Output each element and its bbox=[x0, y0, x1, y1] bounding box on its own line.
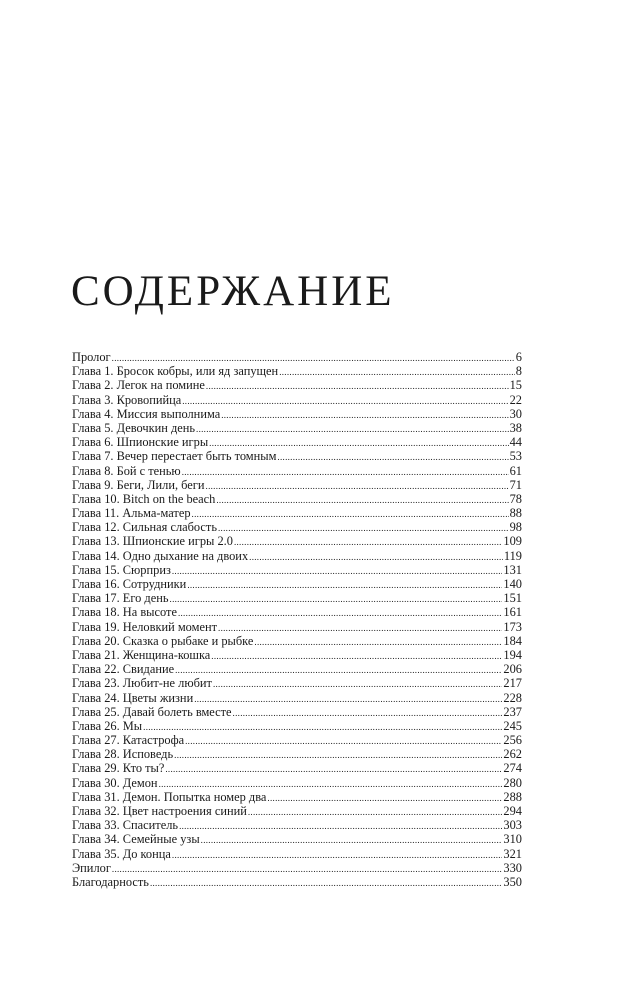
toc-entry-title: Глава 5. Девочкин день bbox=[72, 420, 196, 435]
toc-entry-title: Глава 30. Демон bbox=[72, 775, 158, 790]
toc-entry bbox=[72, 350, 522, 364]
toc-entry bbox=[72, 847, 522, 861]
toc-entry bbox=[72, 705, 522, 719]
toc-entry-title: Глава 8. Бой с тенью bbox=[72, 463, 181, 478]
toc-entry-title: Глава 3. Кровопийца bbox=[72, 392, 182, 407]
toc-entry bbox=[72, 464, 522, 478]
toc-entry-title: Глава 31. Демон. Попытка номер два bbox=[72, 789, 267, 804]
toc-entry-page: 294 bbox=[503, 804, 522, 818]
toc-leader-dots bbox=[267, 790, 502, 804]
toc-leader-dots bbox=[206, 478, 509, 492]
toc-entry-title: Глава 33. Спаситель bbox=[72, 818, 179, 833]
toc-leader-dots bbox=[248, 804, 503, 818]
toc-entry-title: Благодарность bbox=[72, 874, 149, 889]
toc-entry-title: Глава 9. Беги, Лили, беги bbox=[72, 477, 205, 492]
toc-leader-dots bbox=[170, 591, 503, 605]
toc-leader-dots bbox=[172, 563, 503, 577]
toc-entry bbox=[72, 634, 522, 648]
toc-entry-title: Глава 19. Неловкий момент bbox=[72, 619, 218, 634]
toc-entry-page: 6 bbox=[515, 350, 522, 364]
toc-entry bbox=[72, 364, 522, 378]
toc-entry-title: Глава 1. Бросок кобры, или яд запущен bbox=[72, 364, 279, 379]
toc-entry-title: Глава 6. Шпионские игры bbox=[72, 435, 209, 450]
toc-entry-title: Глава 10. Bitch on the beach bbox=[72, 491, 216, 506]
toc-entry bbox=[72, 790, 522, 804]
toc-entry bbox=[72, 549, 522, 563]
toc-entry-title: Глава 22. Свидание bbox=[72, 662, 175, 677]
toc-leader-dots bbox=[196, 421, 509, 435]
toc-leader-dots bbox=[254, 634, 502, 648]
toc-leader-dots bbox=[185, 733, 502, 747]
toc-leader-dots bbox=[209, 435, 508, 449]
toc-entry-page: 140 bbox=[503, 577, 522, 591]
toc-entry-title: Глава 26. Мы bbox=[72, 718, 143, 733]
toc-entry bbox=[72, 492, 522, 506]
toc-leader-dots bbox=[194, 691, 502, 705]
toc-entry-title: Глава 18. На высоте bbox=[72, 605, 177, 620]
toc-entry bbox=[72, 605, 522, 619]
toc-entry bbox=[72, 520, 522, 534]
toc-entry-title: Глава 14. Одно дыхание на двоих bbox=[72, 548, 249, 563]
toc-leader-dots bbox=[159, 776, 503, 790]
toc-entry-page: 61 bbox=[509, 463, 522, 478]
toc-entry-title: Глава 12. Сильная слабость bbox=[72, 520, 217, 535]
toc-leader-dots bbox=[216, 492, 508, 506]
toc-leader-dots bbox=[178, 605, 502, 619]
toc-entry-page: 330 bbox=[503, 860, 522, 875]
toc-entry-title: Глава 15. Сюрприз bbox=[72, 562, 171, 577]
toc-leader-dots bbox=[192, 506, 509, 520]
toc-entry-page: 217 bbox=[503, 676, 522, 691]
toc-entry bbox=[72, 407, 522, 421]
toc-entry-title: Глава 16. Сотрудники bbox=[72, 577, 187, 591]
toc-entry-title: Глава 23. Любит-не любит bbox=[72, 676, 212, 691]
toc-leader-dots bbox=[221, 407, 508, 421]
toc-entry-page: 310 bbox=[503, 832, 522, 847]
toc-entry bbox=[72, 804, 522, 818]
toc-entry bbox=[72, 832, 522, 846]
toc-entry-page: 350 bbox=[503, 874, 522, 889]
toc-entry-title: Глава 4. Миссия выполнима bbox=[72, 406, 221, 421]
toc-entry-title: Глава 2. Легок на помине bbox=[72, 378, 205, 393]
toc-leader-dots bbox=[143, 719, 502, 733]
toc-entry-page: 109 bbox=[503, 534, 522, 549]
toc-entry-page: 88 bbox=[509, 506, 522, 521]
toc-entry bbox=[72, 875, 522, 889]
toc-leader-dots bbox=[233, 705, 503, 719]
toc-entry bbox=[72, 393, 522, 407]
toc-leader-dots bbox=[279, 364, 515, 378]
toc-entry-page: 98 bbox=[509, 520, 522, 535]
toc-leader-dots bbox=[174, 747, 502, 761]
toc-entry-title: Эпилог bbox=[72, 860, 111, 875]
toc-entry-page: 44 bbox=[509, 435, 522, 450]
toc-entry-title: Глава 29. Кто ты? bbox=[72, 761, 165, 776]
toc-entry bbox=[72, 761, 522, 775]
toc-entry-page: 151 bbox=[503, 591, 522, 606]
toc-leader-dots bbox=[112, 350, 515, 364]
toc-entry-page: 184 bbox=[503, 633, 522, 648]
toc-entry bbox=[72, 449, 522, 463]
toc-entry bbox=[72, 563, 522, 577]
toc-entry bbox=[72, 776, 522, 790]
toc-entry-title: Пролог bbox=[72, 350, 111, 364]
toc-entry-page: 288 bbox=[503, 789, 522, 804]
toc-entry-page: 194 bbox=[503, 647, 522, 662]
toc-entry-title: Глава 7. Вечер перестает быть томным bbox=[72, 449, 277, 464]
toc-entry bbox=[72, 421, 522, 435]
toc-leader-dots bbox=[249, 549, 503, 563]
toc-leader-dots bbox=[213, 676, 502, 690]
toc-leader-dots bbox=[182, 464, 509, 478]
toc-entry-page: 274 bbox=[503, 761, 522, 776]
toc-entry-page: 245 bbox=[503, 718, 522, 733]
toc-entry-page: 206 bbox=[503, 662, 522, 677]
toc-entry-page: 161 bbox=[503, 605, 522, 620]
toc-entry bbox=[72, 648, 522, 662]
toc-entry bbox=[72, 534, 522, 548]
toc-entry bbox=[72, 662, 522, 676]
toc-leader-dots bbox=[218, 520, 509, 534]
toc-entry bbox=[72, 478, 522, 492]
toc-leader-dots bbox=[218, 620, 502, 634]
toc-entry bbox=[72, 378, 522, 392]
toc-entry-page: 8 bbox=[515, 364, 522, 379]
toc-leader-dots bbox=[201, 832, 503, 846]
toc-entry-page: 30 bbox=[509, 406, 522, 421]
toc-leader-dots bbox=[187, 577, 502, 591]
toc-leader-dots bbox=[277, 449, 508, 463]
toc-entry-page: 303 bbox=[503, 818, 522, 833]
toc-entry bbox=[72, 620, 522, 634]
toc-entry-title: Глава 24. Цветы жизни bbox=[72, 690, 194, 705]
toc-entry bbox=[72, 719, 522, 733]
toc-entry-page: 321 bbox=[503, 846, 522, 861]
toc-entry-title: Глава 25. Давай болеть вместе bbox=[72, 704, 232, 719]
toc-entry bbox=[72, 676, 522, 690]
toc-entry-title: Глава 20. Сказка о рыбаке и рыбке bbox=[72, 633, 254, 648]
toc-entry bbox=[72, 506, 522, 520]
toc-entry-page: 15 bbox=[509, 378, 522, 393]
toc-leader-dots bbox=[175, 662, 502, 676]
toc-entry-title: Глава 13. Шпионские игры 2.0 bbox=[72, 534, 233, 549]
toc-entry-page: 78 bbox=[509, 491, 522, 506]
toc-entry-title: Глава 32. Цвет настроения синий bbox=[72, 804, 247, 818]
toc-entry-page: 119 bbox=[503, 548, 522, 563]
toc-entry-page: 256 bbox=[503, 733, 522, 748]
toc-entry-title: Глава 11. Альма-матер bbox=[72, 506, 191, 521]
toc-entry-page: 53 bbox=[509, 449, 522, 464]
toc-entry-page: 237 bbox=[503, 704, 522, 719]
toc-entry bbox=[72, 861, 522, 875]
toc-leader-dots bbox=[179, 818, 502, 832]
toc-entry-title: Глава 21. Женщина-кошка bbox=[72, 647, 211, 662]
toc-leader-dots bbox=[112, 861, 503, 875]
toc-entry bbox=[72, 818, 522, 832]
toc-entry-page: 228 bbox=[503, 690, 522, 705]
toc-entry-title: Глава 28. Исповедь bbox=[72, 747, 174, 762]
toc-leader-dots bbox=[234, 534, 502, 548]
toc-leader-dots bbox=[182, 393, 508, 407]
toc-leader-dots bbox=[165, 761, 502, 775]
toc-entry bbox=[72, 691, 522, 705]
toc-entry-page: 22 bbox=[509, 392, 522, 407]
toc-entry bbox=[72, 747, 522, 761]
toc-entry bbox=[72, 577, 522, 591]
toc-entry-page: 71 bbox=[509, 477, 522, 492]
toc-leader-dots bbox=[172, 847, 503, 861]
toc-entry-page: 38 bbox=[509, 420, 522, 435]
toc-entry-title: Глава 35. До конца bbox=[72, 846, 171, 861]
toc-entry-page: 262 bbox=[503, 747, 522, 762]
toc-leader-dots bbox=[150, 875, 502, 889]
toc-entry bbox=[72, 591, 522, 605]
toc-entry-page: 280 bbox=[503, 775, 522, 790]
toc-leader-dots bbox=[211, 648, 502, 662]
toc-entry bbox=[72, 733, 522, 747]
table-of-contents bbox=[72, 350, 522, 889]
toc-entry-title: Глава 27. Катастрофа bbox=[72, 733, 185, 748]
toc-entry-title: Глава 17. Его день bbox=[72, 591, 169, 606]
toc-entry-page: 131 bbox=[503, 562, 522, 577]
toc-entry bbox=[72, 435, 522, 449]
page-title: СОДЕРЖАНИЕ bbox=[71, 268, 395, 315]
toc-leader-dots bbox=[206, 378, 509, 392]
toc-entry-page: 173 bbox=[503, 619, 522, 634]
toc-entry-title: Глава 34. Семейные узы bbox=[72, 832, 200, 847]
